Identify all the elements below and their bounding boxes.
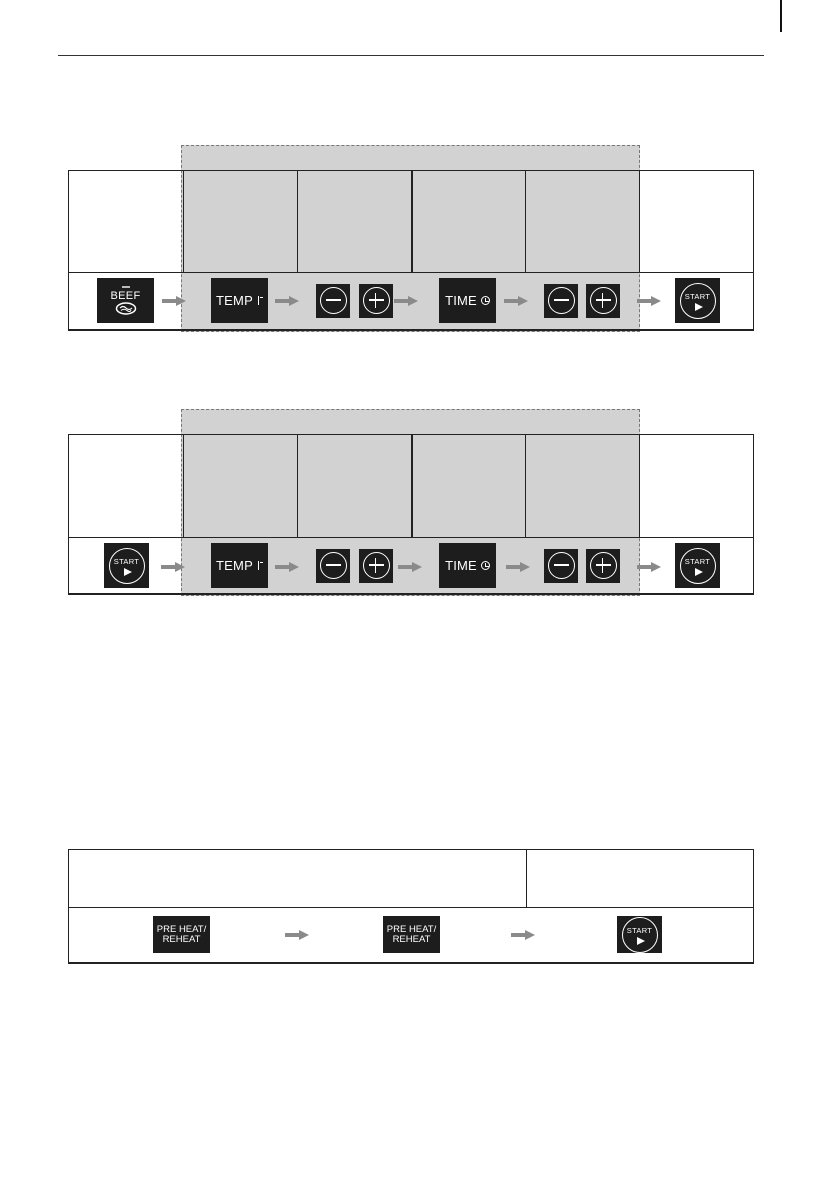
start-button[interactable] [104,543,149,588]
play-icon [695,303,703,311]
table-2-col-divider [183,435,184,537]
arrow-right-icon [511,930,535,940]
table-1-col-divider [297,171,298,272]
arrow-right-icon [162,296,186,306]
plus-button[interactable] [359,549,393,583]
thermometer-icon [257,561,263,571]
arrow-head [289,296,299,306]
minus-button[interactable] [316,549,350,583]
start-ring [680,283,716,319]
minus-icon [320,552,347,579]
preheat-button[interactable] [153,916,210,953]
time-label: TIME [445,293,477,308]
start-ring [109,548,145,584]
icon-bar [602,293,604,308]
temp-label: TEMP [216,293,253,308]
minus-button[interactable] [316,284,350,318]
arrow-head [525,930,535,940]
plus-button[interactable] [586,549,620,583]
beef-button-face [111,286,141,315]
arrow-shaft [275,299,290,303]
start-label: START [626,925,653,935]
arrow-head [518,296,528,306]
clock-icon [481,296,490,305]
table-1-col-divider [639,171,640,272]
arrow-head [520,562,530,572]
arrow-head [412,562,422,572]
start-button[interactable] [675,543,720,588]
arrow-head [299,930,309,940]
plus-button[interactable] [359,284,393,318]
play-icon [637,937,645,945]
arrow-right-icon [506,562,530,572]
preheat-label: PRE HEAT/ REHEAT [386,923,437,945]
table-2-col-divider [297,435,298,537]
table-1 [68,170,754,331]
minus-icon [320,287,347,314]
temp-label: TEMP [216,558,253,573]
preheat-button[interactable] [383,916,440,953]
arrow-head [408,296,418,306]
beef-button[interactable] [97,278,154,323]
arrow-shaft [161,565,176,569]
start-ring [622,917,658,953]
minus-icon [548,287,575,314]
plus-icon [363,287,390,314]
preheat-label: PRE HEAT/ REHEAT [156,923,207,945]
page-corner-mark [780,0,782,32]
header-rule [58,55,764,56]
play-icon [124,568,132,576]
arrow-shaft [637,565,652,569]
arrow-right-icon [161,562,185,572]
arrow-shaft [511,933,526,937]
arrow-head [175,562,185,572]
clock-icon [481,561,490,570]
plus-icon [590,552,617,579]
thermometer-icon [257,296,263,306]
table-2-col-divider [525,435,526,537]
start-label: START [684,291,711,301]
time-button[interactable] [439,543,496,588]
icon-bar [602,558,604,573]
arrow-shaft [398,565,413,569]
table-1-col-divider [525,171,526,272]
minus-button[interactable] [544,284,578,318]
arrow-shaft [162,299,177,303]
table-3-col-divider [526,850,527,907]
plus-icon [590,287,617,314]
table-3-row-divider [69,907,753,908]
table-2-col-divider [639,435,640,537]
icon-bar [554,299,569,301]
arrow-right-icon [637,296,661,306]
start-button[interactable] [617,916,662,953]
arrow-right-icon [504,296,528,306]
icon-bar [326,299,341,301]
table-1-row-divider [69,272,753,273]
icon-bar [326,564,341,566]
time-label: TIME [445,558,477,573]
table-2-row-divider [69,537,753,538]
play-icon [695,568,703,576]
time-button[interactable] [439,278,496,323]
arrow-right-icon [285,930,309,940]
arrow-head [289,562,299,572]
plus-icon [363,552,390,579]
icon-bar [375,293,377,308]
arrow-head [651,562,661,572]
arrow-shaft [394,299,409,303]
arrow-right-icon [637,562,661,572]
arrow-shaft [506,565,521,569]
start-label: START [113,556,140,566]
arrow-shaft [275,565,290,569]
minus-icon [548,552,575,579]
start-label: START [684,556,711,566]
temp-button[interactable] [211,278,268,323]
arrow-head [651,296,661,306]
temp-button[interactable] [211,543,268,588]
start-ring [680,548,716,584]
indicator-dash [122,286,130,288]
beef-label: BEEF [110,289,141,302]
arrow-right-icon [275,296,299,306]
start-button[interactable] [675,278,720,323]
arrow-right-icon [394,296,418,306]
arrow-head [176,296,186,306]
plus-button[interactable] [586,284,620,318]
arrow-shaft [637,299,652,303]
icon-bar [554,564,569,566]
minus-button[interactable] [544,549,578,583]
icon-bar [375,558,377,573]
arrow-right-icon [398,562,422,572]
arrow-right-icon [275,562,299,572]
arrow-shaft [504,299,519,303]
beef-steak-icon [115,302,137,315]
table-1-col-divider [183,171,184,272]
table-2-col-divider [411,435,413,537]
arrow-shaft [285,933,300,937]
table-1-col-divider [411,171,413,272]
